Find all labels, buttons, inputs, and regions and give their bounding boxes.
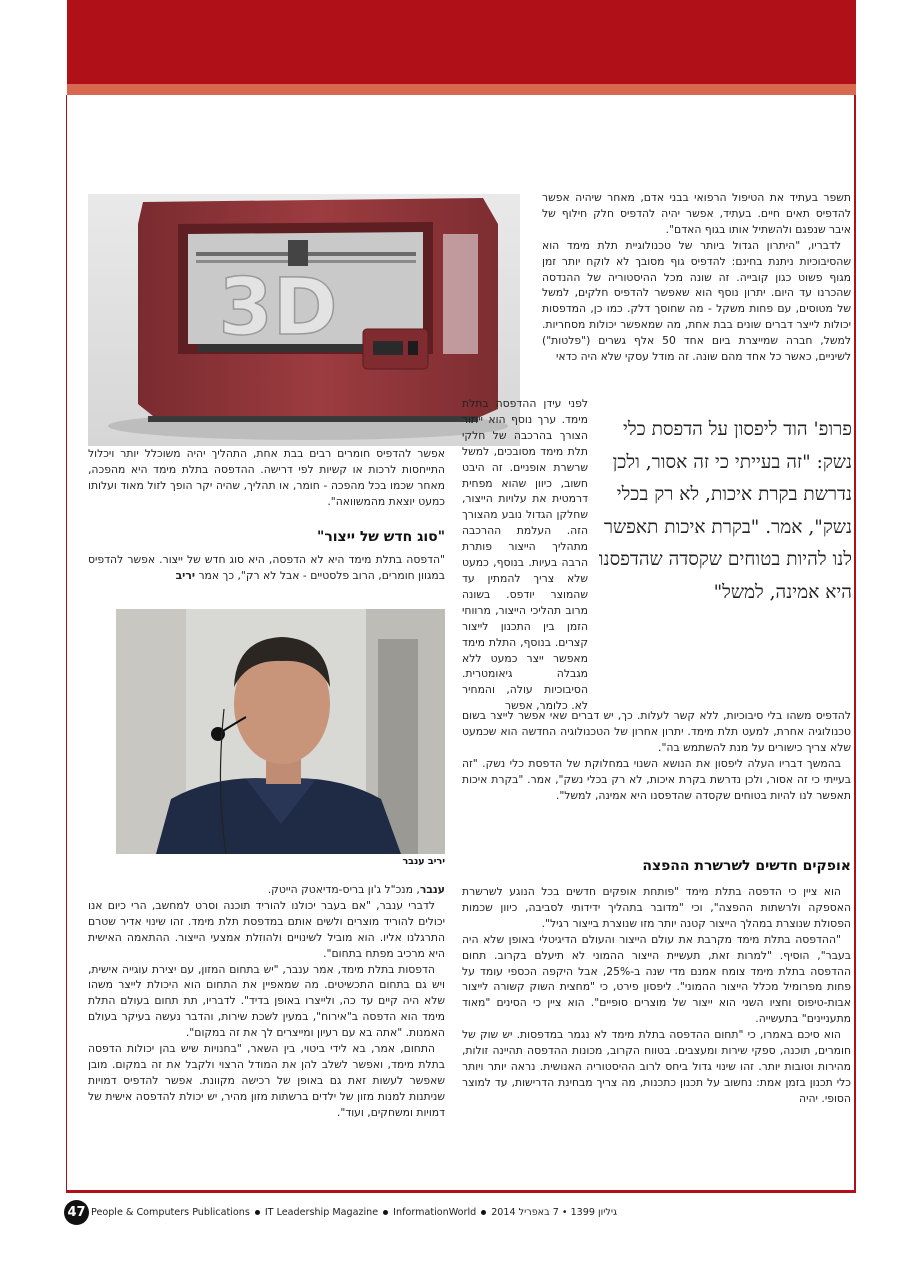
paragraph: הוא ציין כי הדפסה בתלת מימד "פותחת אופקים חדשים בכל הנוגע לשרשרת האספקה ולרשתות ההפצה", וכי "מדובר בתהליך ידידותי לסביבה, כיוון שכמות הפסולת שנוצרת במהלך הייצור קטנה יותר מזו שנוצרת בייצור רגיל".: [462, 885, 851, 930]
bullet-icon: [255, 1210, 260, 1215]
left-column-top: [88, 446, 445, 510]
paragraph: הוא סיכם באמרו, כי "תחום ההדפסה בתלת מימד לא נגמר במדפסות. יש שוק של חומרים, תוכנה, ספקי שירות ומעצבים. בטווח הקרוב, מכונות ההדפסה תהיינה זולות, מהירות וטובות יותר. זהו שינוי גדול ביחס לרוב ההיסטוריה האנושית. נראה יותר ויותר כלי תכנון בזמן אמת: נחשוב על תכנון כתכנות, מה צריך מבחינת הדרישות, עד למוצר הסופי. יהיה: [462, 1028, 851, 1105]
intro-text: "הדפסה בתלת מימד היא לא הדפסה, היא סוג חדש של ייצור. אפשר להדפיס במגוון חומרים, הרוב פלסטיים - אבל לא רק", כך אמר: [88, 553, 445, 582]
speaker-name: ענבר: [419, 883, 445, 896]
paragraph: "ההדפסה בתלת מימד מקרבת את עולם הייצור והעולם הדיגיטלי באופן שלא היה בעבר", הוסיף. "למרות זאת, תעשיית הייצור ההמוני לא תיעלם בקרוב. תחום ההדפסה בתלת מימד צומח אמנם מדי שנה ב-25%, אבל היקפה הכספי עומד על פחות מפרומיל מכלל הייצור ההמוני". ליפסון פירט, כי "מחצית השוק קשורה לייצור אבות-טיפוס וחציו השני הוא ייצור של מוצרים סופיים". הוא ציין כי הסינים "מאוד מתעניינים" בתעשייה.: [462, 932, 852, 1026]
speaker-photo: [116, 609, 445, 854]
left-column-intro: [88, 552, 445, 584]
header-accent-strip: [67, 84, 856, 95]
photo-caption: יריב ענבר: [402, 856, 445, 867]
pull-quote: פרופ' הוד ליפסון על הדפסת כלי נשק: "זה בעייתי כי זה אסור, ולכן נדרשת בקרת איכות, לא רק בכלי נשק", אמר. "בקרת איכות תאפשר לנו להיות בטוחים שקסדה שהדפסנו היא אמינה, למשל": [598, 419, 852, 603]
paragraph: הדפסות בתלת מימד, אמר ענבר, "יש בתחום המזון, עם יצירת עוגייה אישית, ויש גם בתחום התכשיטים. מה שמאפיין את התחום הוא היכולת לייצר משהו שלא היה קיים עד כה, ולייצרו באופן בדיד". לדבריו, תת תחום בעולם התלת מימד הוא הדפסה ב"אירוח", במעין לשכת שירות, והדבר נעשה בעיקר בעולם האמנות. "אתה בא עם רעיון ומייצרים לך את זה במקום".: [88, 962, 445, 1040]
paragraph: לדבריו, "היתרון הגדול ביותר של טכנולוגיית תלת מימד הוא שהסיבוכיות ניתנת בחינם: להדפיס גוף מסובך לא לוקח יותר זמן מגוף פשוט כגון קובייה. זה שונה מכל ההיסטוריה של ההנדסה שהכרנו עד היום. יתרון נוסף הוא שאפשר להדפיס חלקים, למשל של מטוסים, עם פחות משקל - מה שחוסך דלק. כמו כן, המדפסות יכולות לייצר דברים שונים בבת אחת, מה שמאפשר יכולות מסחריות. למשל, חברה שמייצרת ביום אחד 50 אלף גשרים ("פלטות") לשיניים, כאשר כל אחד מהם שונה. זה מודל עסקי שלא היה כדאי: [542, 238, 851, 364]
paragraph: לדברי ענבר, "אם בעבר יכולנו להוריד תוכנה וסרט למחשב, הרי כיום אנו יכולים להוריד מוצרים ולשים אותם במדפסת תלת מימד. זהו שינוי אדיר שטרם התרגלנו אליו. הוא מוביל לשינויים ולהוזלת אמצעי הייצור. ההתאמה האישית היא מרכיב מפתח בתחום".: [88, 898, 445, 960]
left-column-bottom: [88, 882, 445, 1121]
section-heading-distribution: אופקים חדשים לשרשרת ההפצה: [642, 858, 851, 874]
intro-name: יריב: [175, 568, 196, 582]
bullet-icon: [383, 1210, 388, 1215]
page-footer: [64, 1200, 854, 1228]
footer-issue: גיליון 1399 • 7 באפריל 2014: [491, 1207, 617, 1218]
header-red-band: [67, 0, 856, 84]
right-column-section2: [462, 884, 851, 1107]
right-column-lower: [462, 708, 851, 803]
paragraph: [88, 552, 445, 584]
footer-pub-2: IT Leadership Magazine: [264, 1207, 379, 1218]
right-column-top: [542, 190, 851, 365]
paragraph: [88, 882, 445, 898]
bullet-icon: [481, 1210, 486, 1215]
page-number: 47: [64, 1200, 89, 1225]
paragraph: לפני עידן ההדפסה בתלת מימד. ערך נוסף הוא ייתור הצורך בהרכבה של חלקי תלת מימד מסובכים, למשל שרשרת אופניים. זה היבט חשוב, כיוון שהוא מפחית דרמטית את עלויות הייצור, שחלקן הגדול נובע מהצורך הזה. העלמת ההרכבה מתהליך הייצור פותרת הרבה בעיות. בנוסף, כמעט שלא צריך להמתין עד שהמוצר יודפס. בשונה מרוב תהליכי הייצור, מרווחי הזמן בין התכנון לייצור קצרים. בנוסף, התלת מימד מאפשר ייצר כמעט ללא מגבלה גיאומטרית. הסיבוכיות עולה, והמחיר לא. כלומר, אפשר: [462, 397, 588, 713]
footer-rule: [66, 1190, 856, 1193]
speaker-title: , מנכ"ל ג'ון בריס-מדיאטק הייטק.: [267, 883, 420, 896]
paragraph: אפשר להדפיס חומרים רבים בבת אחת, התהליך יהיה משוכלל יותר ויכלול התייחסות לרכות או קשיות לפי דרישה. ההדפסה בתלת מימד היא מהפכה, מאחר שכמו בכל מהפכה - חומר, או תהליך, שהיה יקר הופך לזול מאוד ועלותו כמעט יוצאת מהמשוואה".: [88, 447, 445, 508]
footer-publications: [91, 1207, 617, 1218]
printer-photo: [88, 194, 520, 446]
section-heading-new-manufacturing: "סוג חדש של ייצור": [317, 529, 445, 545]
paragraph: להדפיס משהו בלי סיבוכיות, ללא קשר לעלות. כך, יש דברים שאי אפשר לייצר בשום טכנולוגיה אחרת, למעט תלת מימד. יתרון אחרון של הטכנולוגיה החדשה הוא שכמעט שלא צריך כישורים על מנת להשתמש בה".: [462, 709, 851, 754]
printer-3d-label: 3D: [218, 263, 338, 353]
frame-right-rule: [854, 95, 856, 1191]
footer-pub-3: InformationWorld: [393, 1207, 477, 1218]
right-column-narrow: [462, 396, 588, 714]
paragraph: התחום, אמר, בא לידי ביטוי, בין השאר, "בחנויות שיש בהן יכולות הדפסה בתלת מימד, ואפשר לשלב להן את המודל הרצוי ולקבל את זה במקום. מובן שאפשר לעשות זאת גם באופן של רכישה מקוונת. אפשר להדפיס דמויות שניתנות למנות מזון של ילדים ברשתות מזון מהיר, יש יכולת להדפסה אישית של דמויות ומשחקים, ועוד".: [88, 1042, 445, 1119]
footer-pub-1: People & Computers Publications: [91, 1207, 250, 1218]
paragraph: בהמשך דבריו העלה ליפסון את הנושא השנוי במחלוקת של הדפסת כלי נשק. "זה בעייתי כי זה אסור, ולכן נדרשת בקרת איכות, לא רק בכלי נשק", אמר. "בקרת איכות תאפשר לנו להיות בטוחים שקסדה שהדפסנו היא אמינה, למשל".: [462, 756, 851, 802]
frame-left-rule: [66, 95, 67, 1191]
paragraph: תשפר בעתיד את הטיפול הרפואי בבני אדם, מאחר שיהיה אפשר להדפיס תאים חיים. בעתיד, אפשר יהיה להדפיס חלק חילוף של איבר שנפגם ולהשתיל אותו בגוף האדם".: [542, 191, 851, 236]
